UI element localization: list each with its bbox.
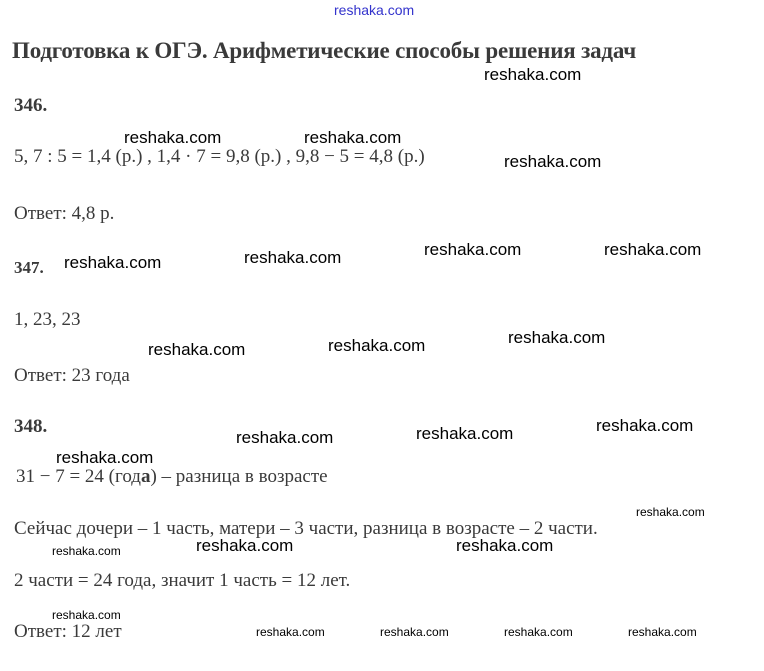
task-347-number: 347. <box>14 258 44 277</box>
task-348-line-1-post: ) – разница в возрасте <box>150 466 328 487</box>
watermark: reshaka.com <box>124 128 222 147</box>
page-title: Подготовка к ОГЭ. Арифметические способы решения задач <box>12 38 637 63</box>
watermark: reshaka.com <box>484 65 582 84</box>
task-346-calculation: 5, 7 : 5 = 1,4 (р.) , 1,4 · 7 = 9,8 (р.) , 9,8 − 5 = 4,8 (р.) <box>14 146 425 167</box>
header-watermark[interactable]: reshaka.com <box>334 2 415 18</box>
watermark: reshaka.com <box>244 248 342 267</box>
task-347-values: 1, 23, 23 <box>14 309 81 330</box>
watermark: reshaka.com <box>456 536 554 555</box>
watermark: reshaka.com <box>424 240 522 259</box>
watermark: reshaka.com <box>56 448 154 467</box>
task-346-number: 346. <box>14 95 48 116</box>
watermark: reshaka.com <box>328 336 426 355</box>
watermark: reshaka.com <box>52 608 121 622</box>
watermark: reshaka.com <box>148 340 246 359</box>
watermark: reshaka.com <box>64 253 162 272</box>
task-348-line-1 <box>16 466 328 488</box>
task-348-line-1-pre: 31 − 7 = 24 (год <box>16 466 141 487</box>
watermark: reshaka.com <box>196 536 294 555</box>
watermark: reshaka.com <box>628 625 697 639</box>
watermark: reshaka.com <box>636 505 705 519</box>
watermark: reshaka.com <box>256 625 325 639</box>
watermark: reshaka.com <box>236 428 334 447</box>
watermark: reshaka.com <box>304 128 402 147</box>
watermark: reshaka.com <box>504 152 602 171</box>
watermark: reshaka.com <box>504 625 573 639</box>
watermark: reshaka.com <box>596 416 694 435</box>
watermark: reshaka.com <box>380 625 449 639</box>
task-348-line-2: Сейчас дочери – 1 часть, матери – 3 части, разница в возрасте – 2 части. <box>14 518 598 539</box>
watermark: reshaka.com <box>416 424 514 443</box>
task-347-answer: Ответ: 23 года <box>14 365 130 386</box>
task-348-number: 348. <box>14 416 48 437</box>
task-348-answer: Ответ: 12 лет <box>14 621 122 642</box>
task-346-answer: Ответ: 4,8 р. <box>14 203 115 224</box>
watermark: reshaka.com <box>52 544 121 558</box>
task-348-line-1-bold: а <box>140 466 151 487</box>
watermark: reshaka.com <box>508 328 606 347</box>
watermark: reshaka.com <box>604 240 702 259</box>
task-348-line-3: 2 части = 24 года, значит 1 часть = 12 лет. <box>14 570 351 591</box>
